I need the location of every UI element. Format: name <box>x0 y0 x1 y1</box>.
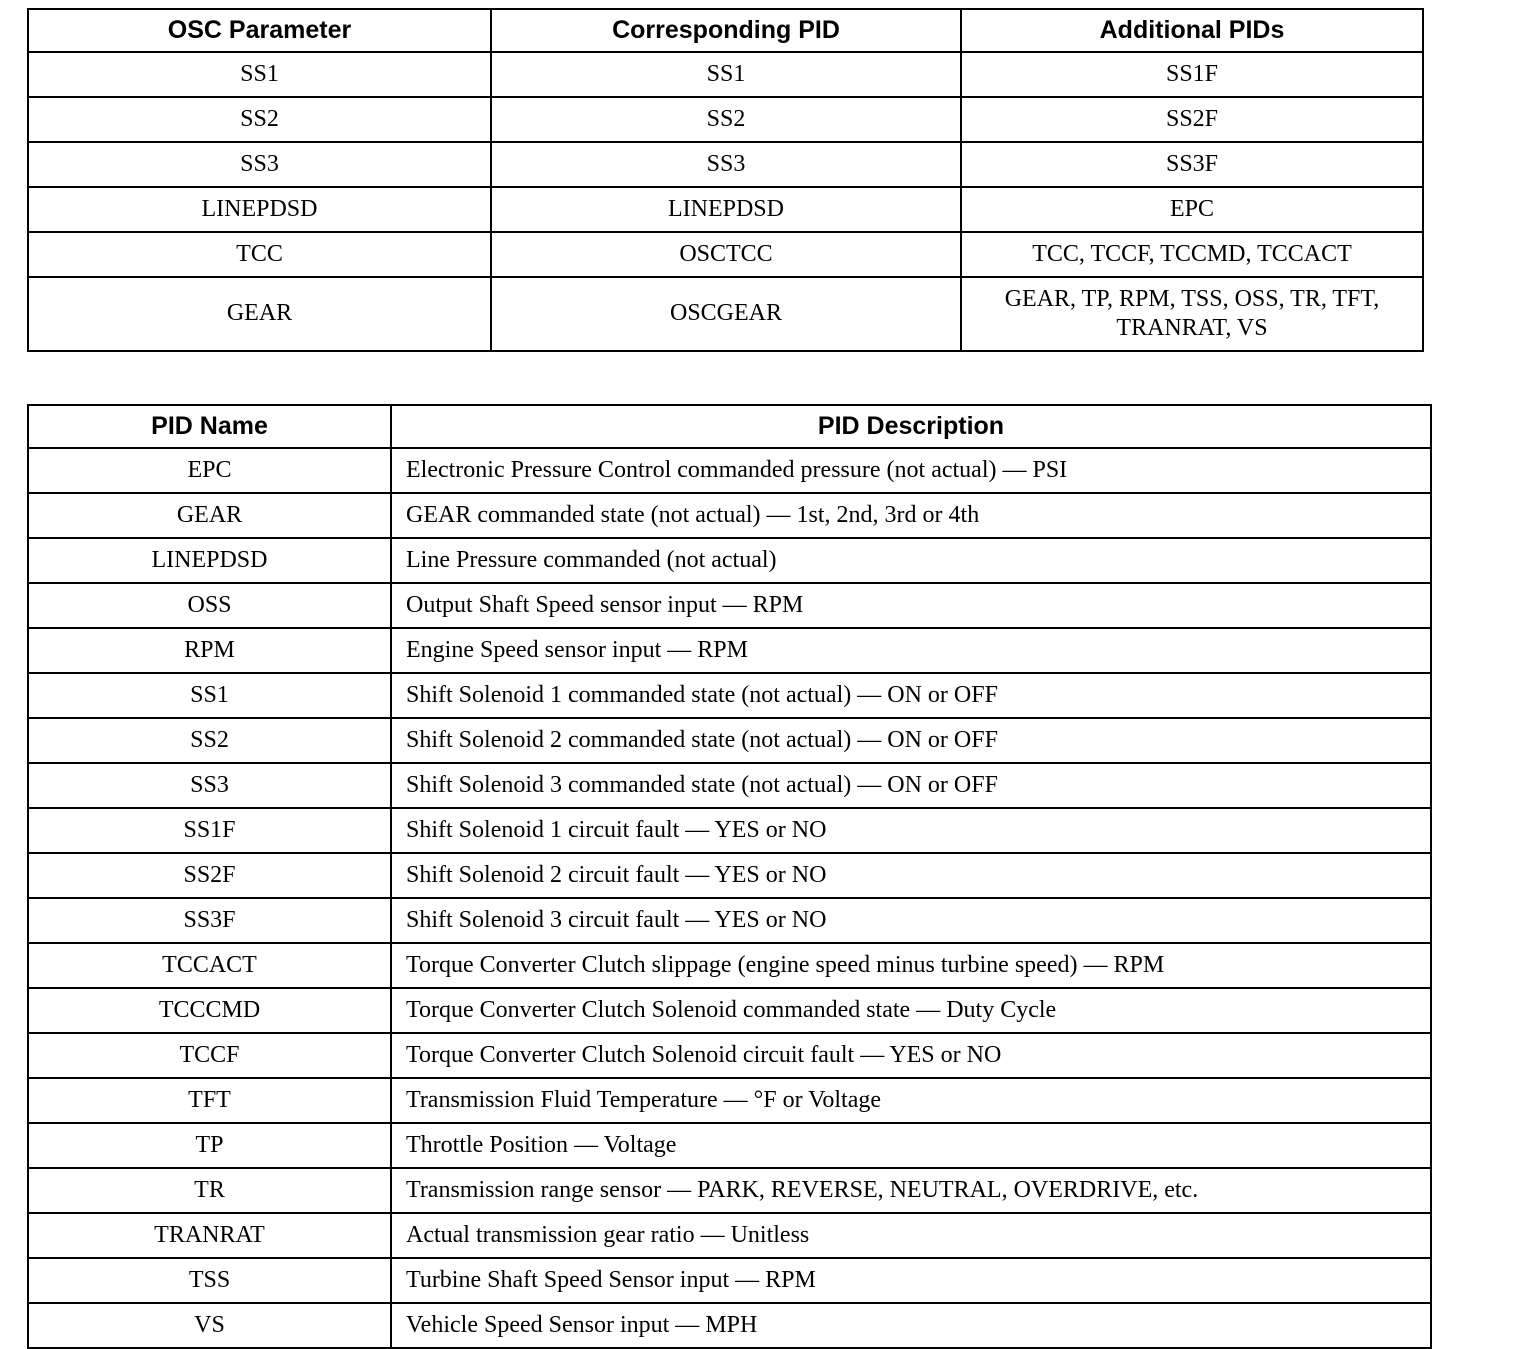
table-cell: LINEPDSD <box>491 187 961 232</box>
table-row <box>28 52 1423 97</box>
table-row <box>28 538 1431 583</box>
table-cell: Torque Converter Clutch Solenoid circuit fault — YES or NO <box>391 1033 1431 1078</box>
pid-description-table <box>27 404 1432 1349</box>
table-cell: Vehicle Speed Sensor input — MPH <box>391 1303 1431 1348</box>
table-cell: EPC <box>28 448 391 493</box>
table-header-row <box>28 405 1431 448</box>
table-cell: Line Pressure commanded (not actual) <box>391 538 1431 583</box>
table-cell: GEAR <box>28 277 491 351</box>
table-cell: Engine Speed sensor input — RPM <box>391 628 1431 673</box>
table-cell: VS <box>28 1303 391 1348</box>
table-cell: SS1F <box>28 808 391 853</box>
table-cell: SS1 <box>28 52 491 97</box>
table-cell: TCCACT <box>28 943 391 988</box>
table-row <box>28 808 1431 853</box>
table-cell: LINEPDSD <box>28 187 491 232</box>
table-row <box>28 583 1431 628</box>
table-row <box>28 1078 1431 1123</box>
osc-parameter-table <box>27 8 1424 352</box>
table-cell: SS3 <box>28 142 491 187</box>
table-row <box>28 1123 1431 1168</box>
table-cell: SS3F <box>28 898 391 943</box>
table-row <box>28 943 1431 988</box>
table-row <box>28 142 1423 187</box>
table-cell: SS1F <box>961 52 1423 97</box>
table-cell: Throttle Position — Voltage <box>391 1123 1431 1168</box>
table-cell: Output Shaft Speed sensor input — RPM <box>391 583 1431 628</box>
table-cell: SS2F <box>28 853 391 898</box>
table-row <box>28 628 1431 673</box>
table-cell: OSCGEAR <box>491 277 961 351</box>
table-cell: SS2 <box>28 97 491 142</box>
table-row <box>28 673 1431 718</box>
table-cell: TCCCMD <box>28 988 391 1033</box>
column-header: Corresponding PID <box>491 9 961 52</box>
table-row <box>28 763 1431 808</box>
table-cell: OSS <box>28 583 391 628</box>
table-row <box>28 448 1431 493</box>
table-cell: EPC <box>961 187 1423 232</box>
table-cell: Torque Converter Clutch slippage (engine speed minus turbine speed) — RPM <box>391 943 1431 988</box>
table-row <box>28 232 1423 277</box>
table-row <box>28 988 1431 1033</box>
table-cell: RPM <box>28 628 391 673</box>
table-row <box>28 187 1423 232</box>
table-cell: Shift Solenoid 3 circuit fault — YES or NO <box>391 898 1431 943</box>
table-cell: Turbine Shaft Speed Sensor input — RPM <box>391 1258 1431 1303</box>
table-cell: Transmission Fluid Temperature — °F or Voltage <box>391 1078 1431 1123</box>
table-cell: Actual transmission gear ratio — Unitless <box>391 1213 1431 1258</box>
table-cell: TCC <box>28 232 491 277</box>
table-row <box>28 493 1431 538</box>
table-cell: Shift Solenoid 2 commanded state (not actual) — ON or OFF <box>391 718 1431 763</box>
table-row <box>28 1033 1431 1078</box>
table-row <box>28 1258 1431 1303</box>
table-row <box>28 97 1423 142</box>
column-header: PID Description <box>391 405 1431 448</box>
table-header-row <box>28 9 1423 52</box>
table-cell: Shift Solenoid 1 circuit fault — YES or NO <box>391 808 1431 853</box>
table-row <box>28 1213 1431 1258</box>
table-row <box>28 718 1431 763</box>
table-cell: Transmission range sensor — PARK, REVERSE, NEUTRAL, OVERDRIVE, etc. <box>391 1168 1431 1213</box>
table-cell: Shift Solenoid 2 circuit fault — YES or NO <box>391 853 1431 898</box>
table-cell: TSS <box>28 1258 391 1303</box>
table-cell: Electronic Pressure Control commanded pressure (not actual) — PSI <box>391 448 1431 493</box>
table-cell: SS1 <box>491 52 961 97</box>
table-row <box>28 1168 1431 1213</box>
table-cell: SS3 <box>491 142 961 187</box>
column-header: Additional PIDs <box>961 9 1423 52</box>
table-row <box>28 1303 1431 1348</box>
table-cell: GEAR <box>28 493 391 538</box>
table-cell: TFT <box>28 1078 391 1123</box>
table-cell: TP <box>28 1123 391 1168</box>
table-cell: GEAR commanded state (not actual) — 1st, 2nd, 3rd or 4th <box>391 493 1431 538</box>
table-row <box>28 898 1431 943</box>
table-cell: Shift Solenoid 1 commanded state (not actual) — ON or OFF <box>391 673 1431 718</box>
table-cell: SS3 <box>28 763 391 808</box>
table-cell: SS2F <box>961 97 1423 142</box>
table-cell: TCCF <box>28 1033 391 1078</box>
table-cell: SS1 <box>28 673 391 718</box>
table-cell: SS3F <box>961 142 1423 187</box>
table-cell: GEAR, TP, RPM, TSS, OSS, TR, TFT, TRANRAT, VS <box>961 277 1423 351</box>
table-cell: Torque Converter Clutch Solenoid commanded state — Duty Cycle <box>391 988 1431 1033</box>
column-header: PID Name <box>28 405 391 448</box>
table-cell: SS2 <box>28 718 391 763</box>
table-cell: TRANRAT <box>28 1213 391 1258</box>
column-header: OSC Parameter <box>28 9 491 52</box>
table-cell: TCC, TCCF, TCCMD, TCCACT <box>961 232 1423 277</box>
table-row <box>28 277 1423 351</box>
table-row <box>28 853 1431 898</box>
table-cell: SS2 <box>491 97 961 142</box>
table-cell: Shift Solenoid 3 commanded state (not actual) — ON or OFF <box>391 763 1431 808</box>
table-cell: OSCTCC <box>491 232 961 277</box>
table-cell: LINEPDSD <box>28 538 391 583</box>
table-cell: TR <box>28 1168 391 1213</box>
